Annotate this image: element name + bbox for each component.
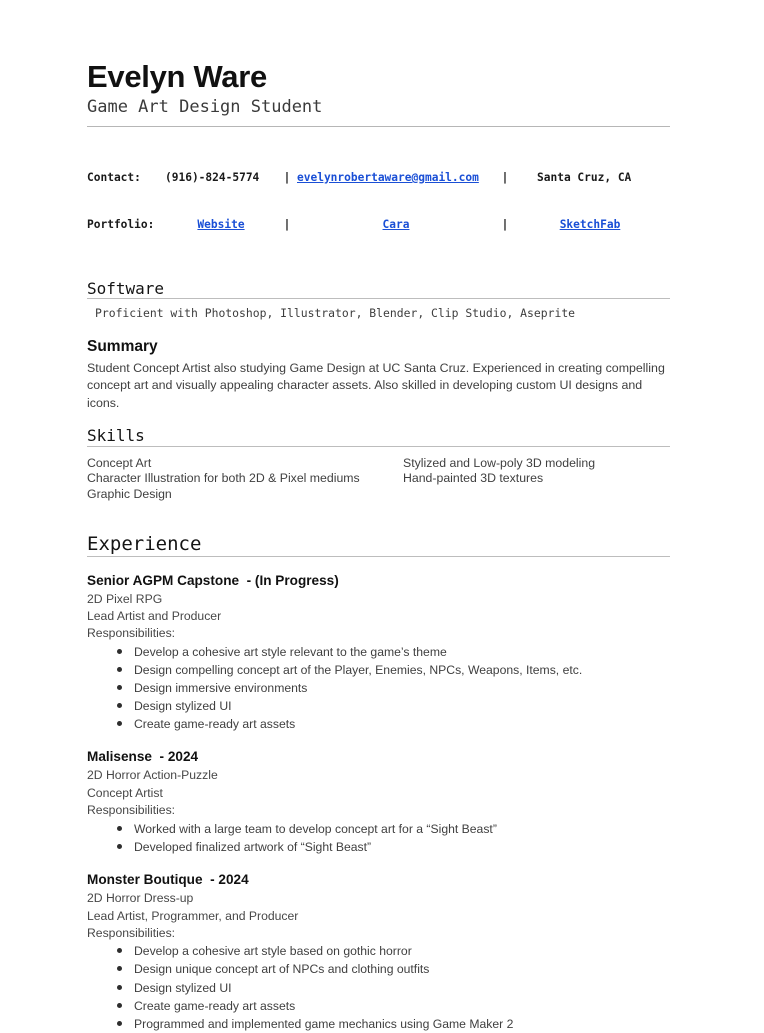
- skill-item: Hand-painted 3D textures: [403, 471, 544, 486]
- bullet-icon: [117, 1021, 122, 1026]
- list-item-text: Develop a cohesive art style relevant to the game’s theme: [134, 645, 447, 660]
- job-genre: 2D Pixel RPG: [87, 591, 163, 606]
- website-cell: [165, 217, 277, 233]
- bullet-icon: [117, 703, 122, 708]
- cara-cell: [297, 217, 495, 233]
- experience-divider: [87, 556, 670, 557]
- responsibilities-label: Responsibilities:: [87, 626, 176, 641]
- experience-entry: [87, 573, 670, 734]
- bullet-icon: [117, 985, 122, 990]
- portfolio-separator-2: |: [501, 218, 509, 232]
- list-item-text: Design immersive environments: [134, 681, 308, 696]
- location-text: Santa Cruz, CA: [537, 170, 632, 184]
- responsibilities-label: Responsibilities:: [87, 925, 176, 940]
- job-title: Senior AGPM Capstone - (In Progress): [87, 572, 339, 588]
- software-divider: [87, 298, 670, 299]
- page-title: Evelyn Ware: [87, 59, 267, 94]
- list-item: [87, 942, 670, 960]
- list-item: [87, 960, 670, 978]
- email-link[interactable]: evelynrobertaware@gmail.com: [297, 170, 479, 184]
- header-divider: [87, 126, 670, 127]
- list-item: [87, 820, 670, 838]
- list-item-text: Create game-ready art assets: [134, 717, 296, 732]
- portfolio-row: [87, 217, 670, 233]
- experience-entry: [87, 872, 670, 1033]
- email-cell: [297, 170, 495, 186]
- bullet-icon: [117, 948, 122, 953]
- bullet-icon: [117, 966, 122, 971]
- list-item-text: Design unique concept art of NPCs and clothing outfits: [134, 962, 430, 977]
- job-role: Concept Artist: [87, 786, 163, 801]
- list-item-text: Design stylized UI: [134, 699, 232, 714]
- list-item-text: Programmed and implemented game mechanics using Game Maker 2: [134, 1016, 514, 1031]
- responsibilities-label: Responsibilities:: [87, 803, 176, 818]
- list-item-text: Worked with a large team to develop concept art for a “Sight Beast”: [134, 821, 497, 836]
- section-heading-skills: Skills: [87, 426, 145, 446]
- job-genre: 2D Horror Dress-up: [87, 890, 194, 905]
- job-title: Monster Boutique - 2024: [87, 871, 249, 887]
- contact-label: Contact:: [87, 170, 141, 184]
- job-role: Lead Artist and Producer: [87, 609, 222, 624]
- list-item: [87, 997, 670, 1015]
- experience-entry: [87, 749, 670, 856]
- skill-item: Concept Art: [87, 455, 152, 470]
- skills-divider: [87, 446, 670, 447]
- contact-separator-2: |: [501, 170, 509, 184]
- skills-column-left: [87, 456, 403, 503]
- skills-grid: [87, 456, 670, 503]
- sketchfab-cell: [515, 217, 665, 233]
- list-item: [87, 643, 670, 661]
- phone-number: (916)-824-5774: [165, 170, 260, 184]
- contact-row: [87, 170, 670, 186]
- skill-item: Character Illustration for both 2D & Pixel mediums: [87, 471, 360, 486]
- skill-item: Graphic Design: [87, 487, 172, 502]
- job-genre: 2D Horror Action-Puzzle: [87, 768, 218, 783]
- summary-text: Student Concept Artist also studying Game Design at UC Santa Cruz. Experienced in creating compelling concept art and visually appealing character assets. Also skilled in developing custom UI designs and icons.: [87, 360, 665, 410]
- cara-link[interactable]: Cara: [382, 218, 410, 232]
- list-item-text: Developed finalized artwork of “Sight Beast”: [134, 839, 372, 854]
- portfolio-separator-1: |: [283, 218, 291, 232]
- skill-item: Stylized and Low-poly 3D modeling: [403, 455, 596, 470]
- bullet-icon: [117, 721, 122, 726]
- website-link[interactable]: Website: [197, 218, 245, 232]
- job-title: Malisense - 2024: [87, 749, 199, 765]
- contact-separator-1: |: [283, 170, 291, 184]
- software-text: Proficient with Photoshop, Illustrator, Blender, Clip Studio, Aseprite: [95, 306, 576, 321]
- list-item-text: Create game-ready art assets: [134, 998, 296, 1013]
- bullet-icon: [117, 685, 122, 690]
- list-item: [87, 661, 670, 679]
- list-item: [87, 697, 670, 715]
- list-item-text: Design compelling concept art of the Player, Enemies, NPCs, Weapons, Items, etc.: [134, 663, 583, 678]
- job-subtitle: Game Art Design Student: [87, 96, 323, 117]
- contact-block: [87, 138, 670, 265]
- list-item-text: Design stylized UI: [134, 980, 232, 995]
- list-item: [87, 838, 670, 856]
- list-item: [87, 679, 670, 697]
- responsibilities-list: [87, 942, 670, 1032]
- bullet-icon: [117, 1003, 122, 1008]
- responsibilities-list: [87, 643, 670, 733]
- list-item: [87, 979, 670, 997]
- bullet-icon: [117, 844, 122, 849]
- bullet-icon: [117, 826, 122, 831]
- bullet-icon: [117, 667, 122, 672]
- section-heading-software: Software: [87, 279, 165, 299]
- resume-content: [87, 0, 670, 1033]
- section-heading-summary: Summary: [87, 338, 158, 356]
- skills-column-right: [403, 456, 670, 503]
- list-item-text: Develop a cohesive art style based on gothic horror: [134, 944, 412, 959]
- list-item: [87, 715, 670, 733]
- responsibilities-list: [87, 820, 670, 856]
- job-role: Lead Artist, Programmer, and Producer: [87, 908, 299, 923]
- bullet-icon: [117, 649, 122, 654]
- sketchfab-link[interactable]: SketchFab: [559, 218, 621, 232]
- portfolio-label: Portfolio:: [87, 218, 155, 232]
- list-item: [87, 1015, 670, 1033]
- section-heading-experience: Experience: [87, 532, 202, 555]
